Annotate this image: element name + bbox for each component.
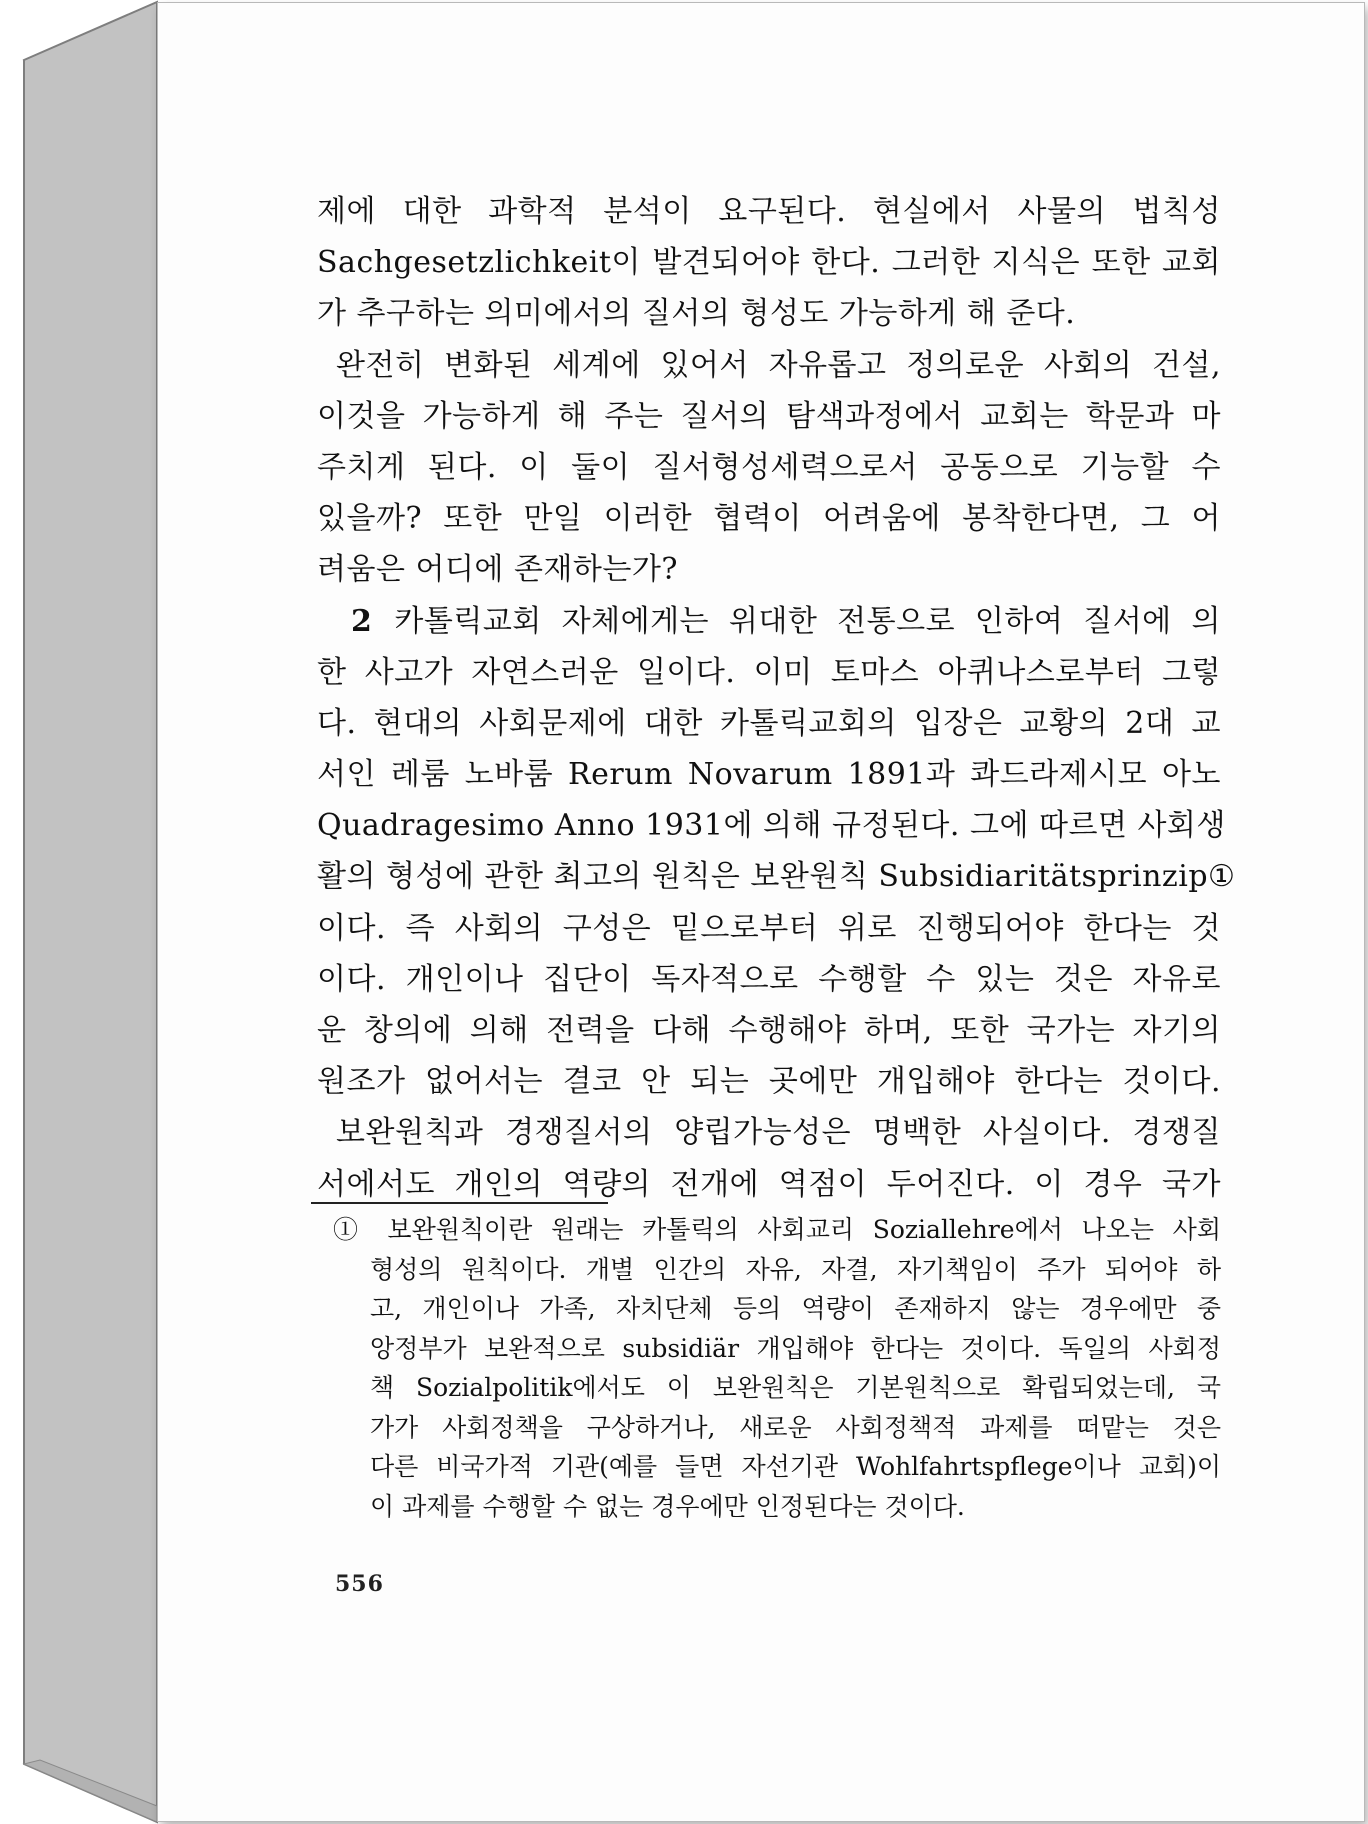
book-page: [157, 2, 1365, 1822]
body-line: 다. 현대의 사회문제에 대한 카톨릭교회의 입장은 교황의 2대 교: [317, 705, 1221, 741]
body-line: Sachgesetzlichkeit이 발견되어야 한다. 그러한 지식은 또한 교회: [317, 245, 1221, 281]
body-line: 활의 형성에 관한 최고의 원칙은 보완원칙 Subsidiaritätsprinzip①: [317, 859, 1236, 895]
book-spine: [0, 0, 160, 1824]
paragraph-start-line: 완전히 변화된 세계에 있어서 자유롭고 정의로운 사회의 건설,: [336, 347, 1221, 383]
body-line: 이것을 가능하게 해 주는 질서의 탐색과정에서 교회는 학문과 마: [317, 398, 1221, 434]
footnote-line: 형성의 원칙이다. 개별 인간의 자유, 자결, 자기책임이 주가 되어야 하: [370, 1254, 1221, 1284]
paragraph-start-line: 보완원칙과 경쟁질서의 양립가능성은 명백한 사실이다. 경쟁질: [336, 1115, 1221, 1151]
body-line: 원조가 없어서는 결코 안 되는 곳에만 개입해야 한다는 것이다.: [317, 1064, 1221, 1100]
footnote: [333, 1210, 1221, 1526]
footnote-line: 고, 개인이나 가족, 자치단체 등의 역량이 존재하지 않는 경우에만 중: [370, 1294, 1221, 1323]
section-start-text: 카톨릭교회 자체에게는 위대한 전통으로 인하여 질서에 의: [394, 603, 1221, 639]
footnote-divider: [311, 1202, 608, 1204]
body-line: 이다. 즉 사회의 구성은 밑으로부터 위로 진행되어야 한다는 것: [317, 910, 1221, 946]
body-line: 주치게 된다. 이 둘이 질서형성세력으로서 공동으로 기능할 수: [317, 449, 1221, 485]
footnote-line: 다른 비국가적 기관(예를 들면 자선기관 Wohlfahrtspflege이나 교회)이: [370, 1452, 1221, 1481]
body-line: 려움은 어디에 존재하는가?: [317, 552, 678, 588]
footnote-line: 책 Sozialpolitik에서도 이 보완원칙은 기본원칙으로 확립되었는데, 국: [370, 1373, 1221, 1402]
footnote-line: ① 보완원칙이란 원래는 카톨릭의 사회교리 Soziallehre에서 나오는 사회: [333, 1215, 1221, 1244]
body-line: 한 사고가 자연스러운 일이다. 이미 토마스 아퀴나스로부터 그렇: [317, 654, 1221, 690]
body-line: Quadragesimo Anno 1931에 의해 규정된다. 그에 따르면 사회생: [317, 808, 1226, 844]
footnote-line: 앙정부가 보완적으로 subsidiär 개입해야 한다는 것이다. 독일의 사회정: [370, 1333, 1221, 1363]
body-line: 서에서도 개인의 역량의 전개에 역점이 두어진다. 이 경우 국가: [317, 1166, 1221, 1202]
body-line: 이다. 개인이나 집단이 독자적으로 수행할 수 있는 것은 자유로: [317, 961, 1221, 997]
section-start-line: [317, 596, 1221, 647]
footnote-line: 이 과제를 수행할 수 없는 경우에만 인정된다는 것이다.: [370, 1491, 965, 1521]
section-number: 2: [351, 603, 373, 639]
body-line: 있을까? 또한 만일 이러한 협력이 어려움에 봉착한다면, 그 어: [317, 501, 1221, 537]
body-line: 제에 대한 과학적 분석이 요구된다. 현실에서 사물의 법칙성: [317, 194, 1221, 229]
body-line: 서인 레룸 노바룸 Rerum Novarum 1891과 콰드라제시모 아노: [317, 757, 1221, 793]
footnote-line: 가가 사회정책을 구상하거나, 새로운 사회정책적 과제를 떠맡는 것은: [370, 1412, 1221, 1442]
body-line: 운 창의에 의해 전력을 다해 수행해야 하며, 또한 국가는 자기의: [317, 1013, 1221, 1048]
body-line: 가 추구하는 의미에서의 질서의 형성도 가능하게 해 준다.: [317, 296, 1076, 332]
page-number: 556: [335, 1571, 384, 1597]
body-text: [317, 186, 1236, 1210]
spine-front-face: [24, 2, 157, 1822]
